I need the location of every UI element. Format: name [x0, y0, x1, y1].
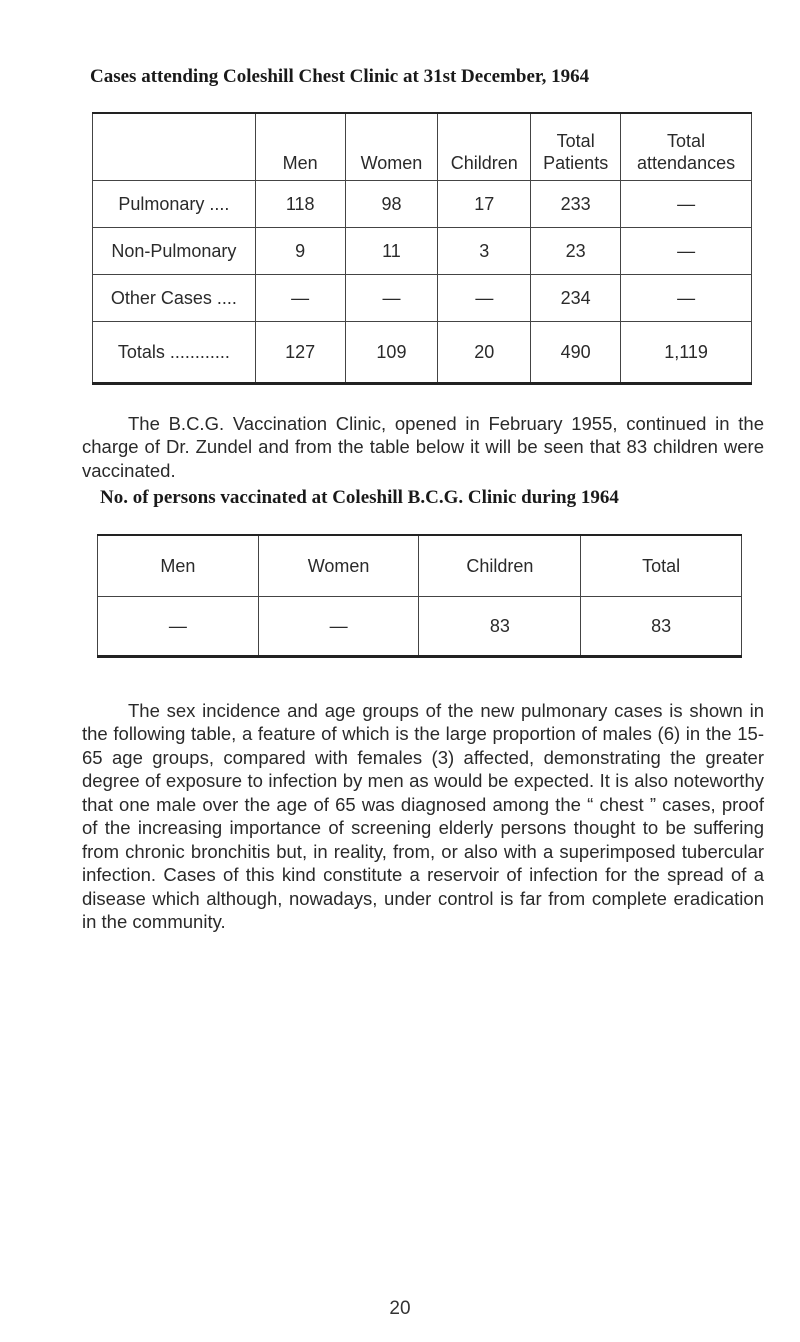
- bcg-clinic-paragraph: The B.C.G. Vaccination Clinic, opened in February 1955, continued in the charge of Dr. Zundel and from the table below it will be seen that 83 children were vaccinated.: [82, 412, 764, 481]
- cell-children: 20: [438, 322, 531, 384]
- table-row: [98, 597, 742, 657]
- totals-row: [93, 322, 752, 384]
- cell-women: 98: [345, 181, 438, 228]
- cell-women: —: [345, 275, 438, 322]
- cell-men: —: [255, 275, 345, 322]
- cell-women: 11: [345, 228, 438, 275]
- header-cell-total-patients: Total Patients: [531, 113, 621, 181]
- cell-men: 9: [255, 228, 345, 275]
- table-row: [93, 181, 752, 228]
- header-cell-total: Total: [581, 535, 742, 597]
- row-label: Non-Pulmonary: [93, 228, 256, 275]
- row-label: Other Cases ....: [93, 275, 256, 322]
- cell-total: 83: [581, 597, 742, 657]
- cell-total-attendances: —: [621, 228, 752, 275]
- header-cell-children: Children: [438, 113, 531, 181]
- table-header-row: [98, 535, 742, 597]
- cell-children: —: [438, 275, 531, 322]
- cell-men: —: [98, 597, 259, 657]
- cell-children: 3: [438, 228, 531, 275]
- cell-total-patients: 490: [531, 322, 621, 384]
- vaccination-table: [97, 534, 742, 658]
- table-row: [93, 228, 752, 275]
- table-row: [93, 275, 752, 322]
- header-cell-women: Women: [258, 535, 419, 597]
- header-cell-women: Women: [345, 113, 438, 181]
- sex-incidence-paragraph: The sex incidence and age groups of the new pulmonary cases is shown in the following table, a feature of which is the large proportion of males (6) in the 15-65 age groups, compared with females (3) affected, demonstrating the greater degree of exposure to infection by men as would be expected. It is also noteworthy that one male over the age of 65 was diagnosed among the “ chest ” cases, proof of the increasing importance of screening elderly persons thought to be suffering from chronic bronchitis but, in reality, from, or also with a superimposed tubercular infection. Cases of this kind constitute a reservoir of infection for the spread of a disease which although, nowadays, under control is far from complete eradication in the community.: [82, 699, 764, 932]
- cell-women: 109: [345, 322, 438, 384]
- header-cell-children: Children: [419, 535, 581, 597]
- cell-total-patients: 233: [531, 181, 621, 228]
- cell-total-attendances: 1,119: [621, 322, 752, 384]
- cell-men: 118: [255, 181, 345, 228]
- cell-total-attendances: —: [621, 275, 752, 322]
- cell-women: —: [258, 597, 419, 657]
- cell-total-attendances: —: [621, 181, 752, 228]
- cell-total-patients: 234: [531, 275, 621, 322]
- cell-children: 17: [438, 181, 531, 228]
- cell-men: 127: [255, 322, 345, 384]
- row-label: Totals ............: [93, 322, 256, 384]
- header-cell-men: Men: [98, 535, 259, 597]
- header-cell-men: Men: [255, 113, 345, 181]
- row-label: Pulmonary ....: [93, 181, 256, 228]
- header-cell-total-attendances: Total attendances: [621, 113, 752, 181]
- cell-total-patients: 23: [531, 228, 621, 275]
- table2-title: No. of persons vaccinated at Coleshill B.C.G. Clinic during 1964: [100, 487, 619, 508]
- table1-title: Cases attending Coleshill Chest Clinic at 31st December, 1964: [90, 66, 590, 87]
- page-number: 20: [389, 1298, 411, 1319]
- header-cell-empty: [93, 113, 256, 181]
- clinic-cases-table: [92, 112, 752, 385]
- table-header-row: [93, 113, 752, 181]
- cell-children: 83: [419, 597, 581, 657]
